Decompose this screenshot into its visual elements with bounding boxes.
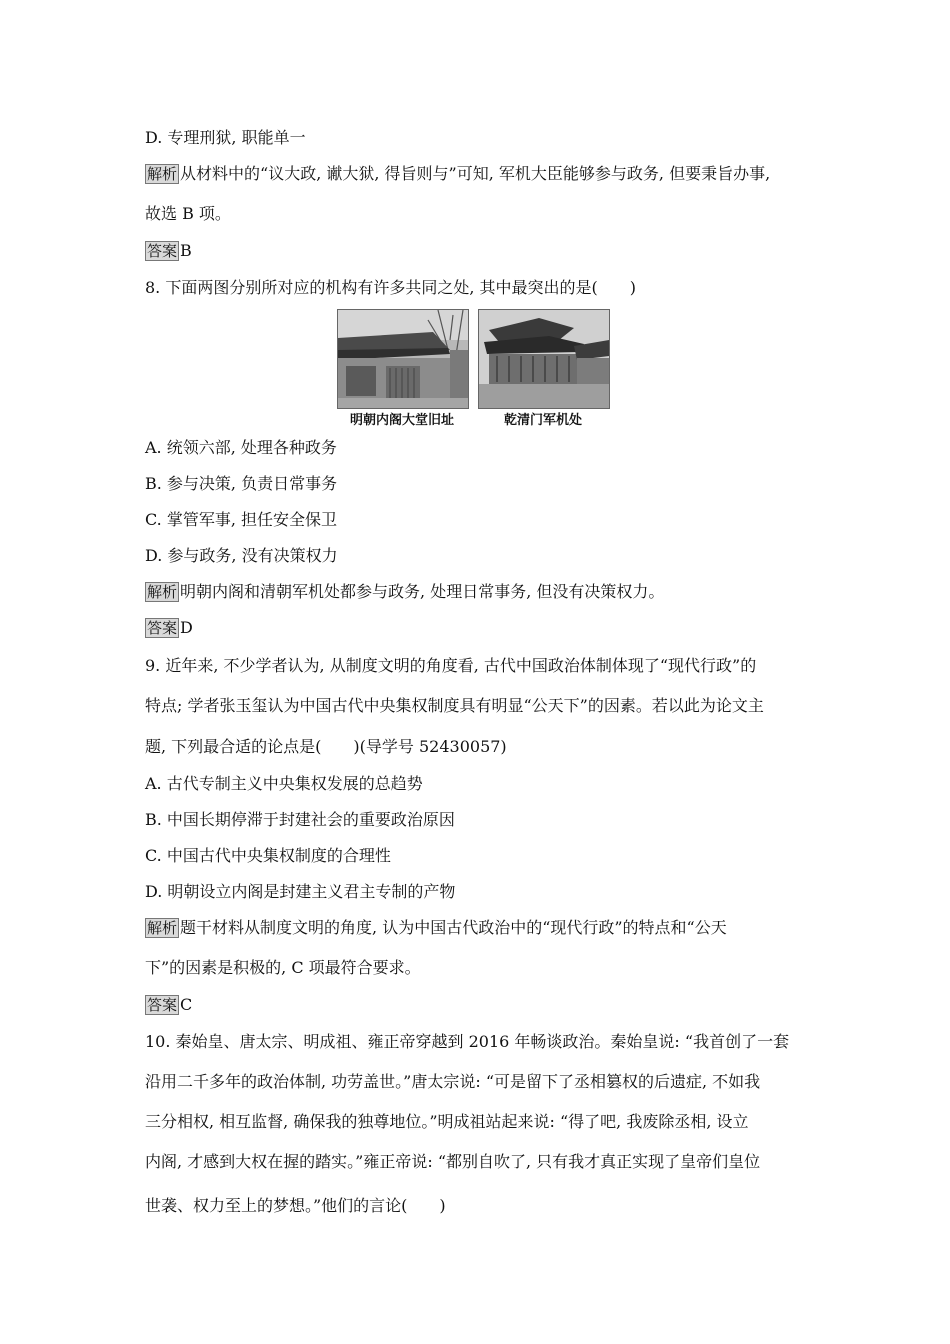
analysis-tag: 解析 — [147, 165, 178, 183]
line-text: C. 中国古代中央集权制度的合理性 — [145, 846, 391, 865]
line-text: 明朝内阁和清朝军机处都参与政务, 处理日常事务, 但没有决策权力。 — [180, 582, 665, 601]
line-text: B — [180, 241, 192, 260]
line-text: A. 统领六部, 处理各种政务 — [145, 438, 337, 457]
text-line — [145, 128, 306, 148]
line-text: 三分相权, 相互监督, 确保我的独尊地位。”明成祖站起来说: “得了吧, 我废除丞相, 设立 — [145, 1112, 749, 1131]
text-line — [145, 1196, 446, 1216]
text-line — [145, 810, 455, 830]
line-text: D. 明朝设立内阁是封建主义君主专制的产物 — [145, 882, 456, 901]
line-text: 世袭、权力至上的梦想。”他们的言论( ) — [145, 1196, 446, 1215]
line-text: 9. 近年来, 不少学者认为, 从制度文明的角度看, 古代中国政治体制体现了“现代行政”的 — [145, 656, 757, 675]
line-text: 从材料中的“议大政, 谳大狱, 得旨则与”可知, 军机大臣能够参与政务, 但要秉旨办事, — [180, 164, 771, 183]
text-line — [145, 882, 455, 902]
line-text: 10. 秦始皇、唐太宗、明成祖、雍正帝穿越到 2016 年畅谈政治。秦始皇说: “我首创了一套 — [145, 1032, 790, 1051]
analysis-tag: 解析 — [147, 919, 178, 937]
text-line — [145, 1072, 760, 1092]
text-line — [145, 774, 423, 794]
text-line — [145, 582, 664, 602]
qianqing-gate-junjichu-photo — [478, 309, 610, 409]
line-text: D. 参与政务, 没有决策权力 — [145, 546, 338, 565]
text-line — [145, 696, 764, 716]
line-text: 题, 下列最合适的论点是( )(导学号 52430057) — [145, 737, 507, 756]
text-line — [145, 438, 337, 458]
line-text: 特点; 学者张玉玺认为中国古代中央集权制度具有明显“公天下”的因素。若以此为论文主 — [145, 696, 764, 715]
text-line — [145, 918, 727, 938]
line-text: 下”的因素是积极的, C 项最符合要求。 — [145, 958, 421, 977]
text-line — [145, 846, 391, 866]
text-line — [145, 618, 193, 638]
line-text: A. 古代专制主义中央集权发展的总趋势 — [145, 774, 423, 793]
text-line — [145, 474, 337, 494]
text-line — [145, 204, 231, 224]
line-text: C — [180, 995, 193, 1014]
line-text: D. 专理刑狱, 职能单一 — [145, 128, 306, 147]
line-text: 故选 B 项。 — [145, 204, 231, 223]
line-text: 沿用二千多年的政治体制, 功劳盖世。”唐太宗说: “可是留下了丞相篡权的后遗症, 不如我 — [145, 1072, 761, 1091]
line-text: 内阁, 才感到大权在握的踏实。”雍正帝说: “都别自吹了, 只有我才真正实现了皇帝们皇位 — [145, 1152, 761, 1171]
line-text: 8. 下面两图分别所对应的机构有许多共同之处, 其中最突出的是( ) — [145, 278, 637, 297]
text-line — [145, 510, 337, 530]
answer-tag: 答案 — [147, 242, 178, 260]
text-line — [145, 546, 338, 566]
text-line — [145, 995, 192, 1015]
text-line — [145, 164, 770, 184]
analysis-tag: 解析 — [147, 583, 178, 601]
line-text: B. 中国长期停滞于封建社会的重要政治原因 — [145, 810, 455, 829]
text-line — [145, 656, 756, 676]
ming-cabinet-hall-photo — [337, 309, 469, 409]
line-text: B. 参与决策, 负责日常事务 — [145, 474, 338, 493]
text-line — [145, 737, 507, 757]
answer-tag: 答案 — [147, 619, 178, 637]
text-line — [145, 958, 421, 978]
left-photo-caption: 明朝内阁大堂旧址 — [349, 413, 454, 428]
line-text: 题干材料从制度文明的角度, 认为中国古代政治中的“现代行政”的特点和“公天 — [180, 918, 727, 937]
right-photo-caption: 乾清门军机处 — [503, 413, 582, 428]
text-line — [145, 278, 636, 298]
line-text: D — [180, 618, 193, 637]
text-line — [145, 241, 192, 261]
answer-tag: 答案 — [147, 996, 178, 1014]
text-line — [145, 1032, 789, 1052]
line-text: C. 掌管军事, 担任安全保卫 — [145, 510, 338, 529]
text-line — [145, 1112, 749, 1132]
text-line — [145, 1152, 760, 1172]
